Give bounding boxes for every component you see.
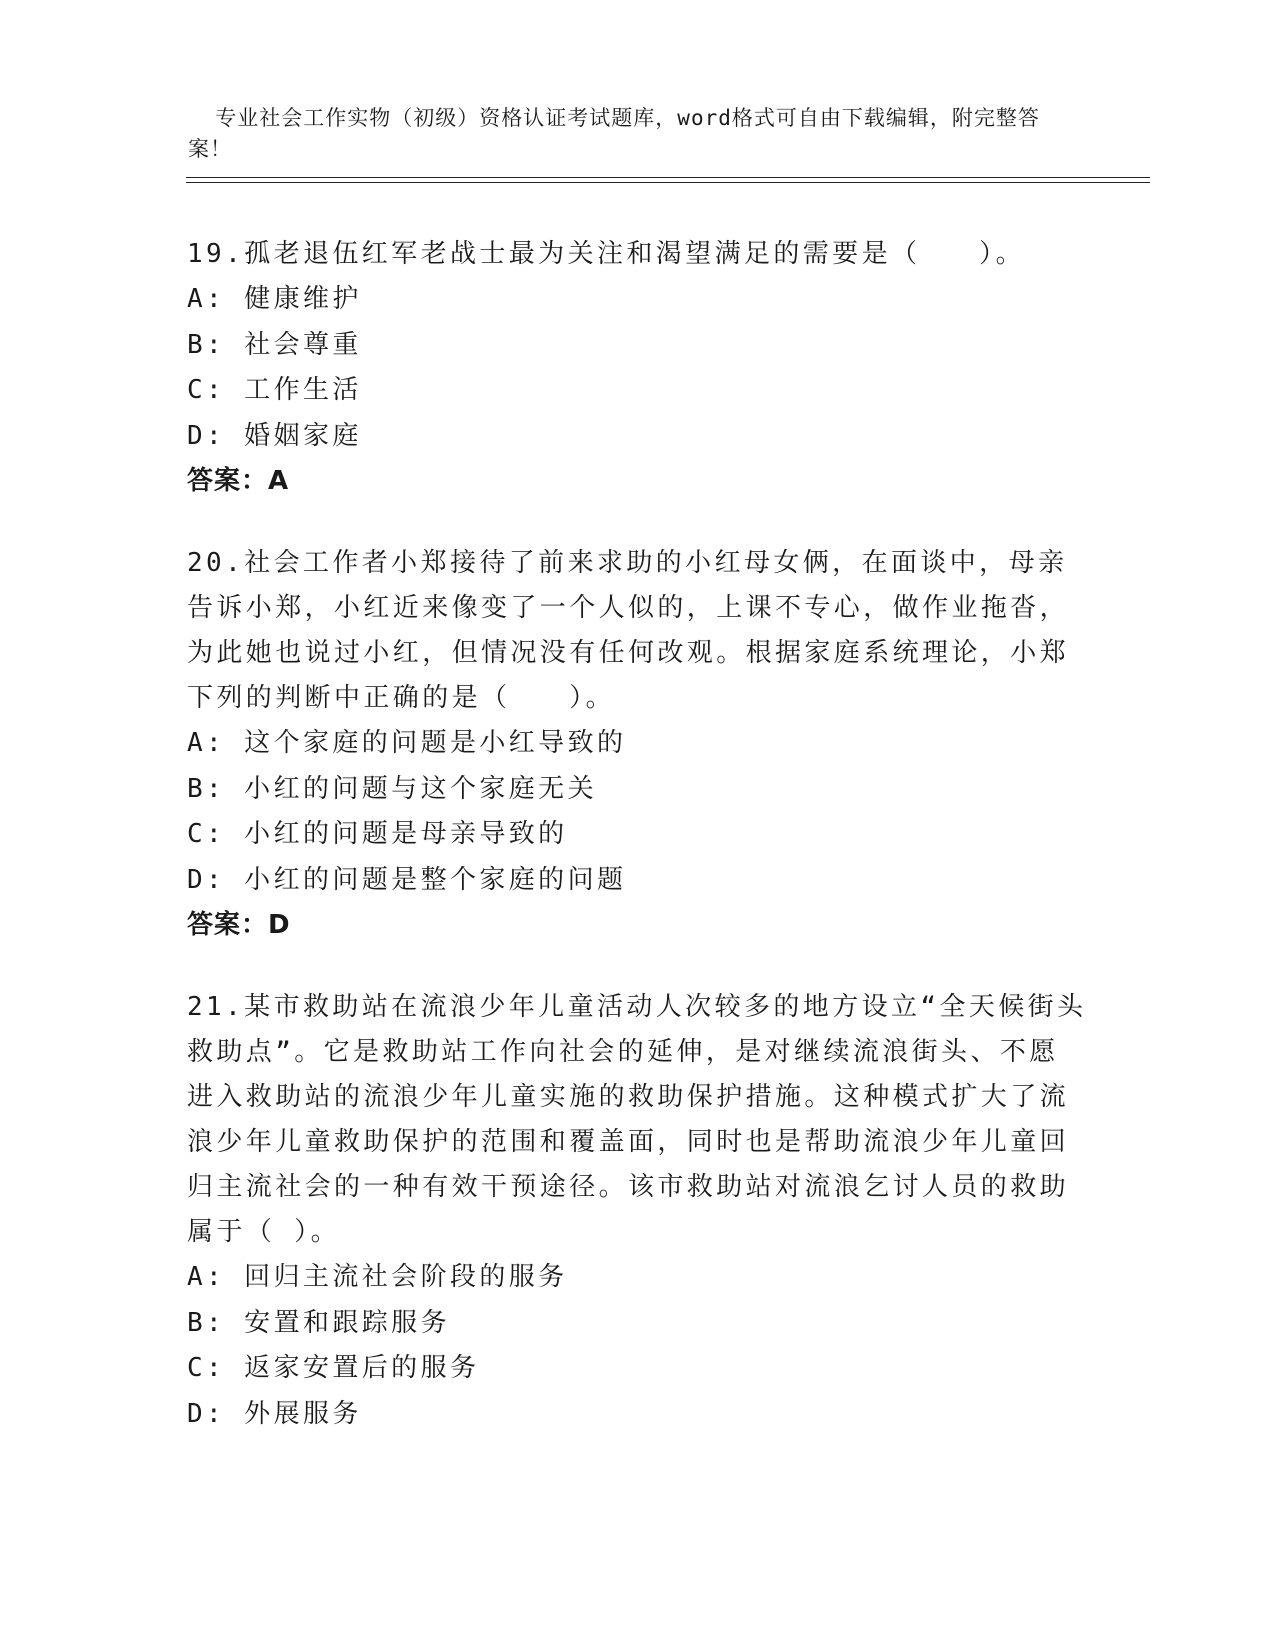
question-text: 孤老退伍红军老战士最为关注和渴望满足的需要是（ ）。 bbox=[244, 239, 1025, 269]
document-header bbox=[188, 72, 1068, 165]
answer-key: 答案：D bbox=[187, 910, 291, 940]
option-label: C: bbox=[187, 819, 226, 849]
header-title: 专业社会工作实物（初级）资格认证考试题库，word格式可自由下载编辑，附完整答案！ bbox=[188, 106, 1040, 161]
option-d bbox=[187, 858, 1087, 904]
question-stem bbox=[187, 985, 1087, 1255]
option-text: 安置和跟踪服务 bbox=[244, 1307, 450, 1338]
option-text: 社会尊重 bbox=[244, 329, 362, 360]
option-label: D: bbox=[187, 864, 226, 895]
option-d bbox=[187, 1392, 1087, 1438]
option-label: D: bbox=[187, 1398, 226, 1429]
question-text: 社会工作者小郑接待了前来求助的小红母女俩，在面谈中，母亲告诉小郑，小红近来像变了一个人似的，上课不专心，做作业拖沓，为此她也说过小红，但情况没有任何改观。根据家庭系统理论，小郑下列的判断中正确的是（ ）。 bbox=[187, 548, 1070, 713]
option-b bbox=[187, 323, 1087, 369]
question-number: 20. bbox=[187, 548, 245, 578]
option-c bbox=[187, 1346, 1087, 1392]
option-text: 小红的问题与这个家庭无关 bbox=[244, 773, 597, 804]
question-number: 19. bbox=[187, 239, 245, 269]
question-number: 21. bbox=[187, 992, 245, 1022]
option-a bbox=[187, 721, 1087, 767]
option-text: 工作生活 bbox=[244, 375, 362, 405]
question-stem bbox=[187, 541, 1087, 721]
option-label: C: bbox=[187, 1353, 226, 1383]
option-a bbox=[187, 1255, 1087, 1301]
question-stem bbox=[187, 232, 1087, 277]
answer-key: 答案：A bbox=[187, 466, 290, 496]
option-a bbox=[187, 277, 1087, 323]
option-b bbox=[187, 767, 1087, 813]
option-label: B: bbox=[187, 329, 226, 360]
question-21 bbox=[187, 985, 1087, 1437]
option-text: 返家安置后的服务 bbox=[244, 1353, 480, 1383]
option-text: 外展服务 bbox=[244, 1398, 362, 1429]
option-label: D: bbox=[187, 420, 226, 451]
option-text: 小红的问题是母亲导致的 bbox=[244, 819, 568, 849]
option-c bbox=[187, 812, 1087, 858]
header-divider-bottom bbox=[186, 182, 1150, 183]
question-list bbox=[187, 232, 1087, 1474]
option-label: A: bbox=[187, 728, 226, 758]
header-divider-top bbox=[186, 177, 1150, 178]
option-label: C: bbox=[187, 375, 226, 405]
option-text: 婚姻家庭 bbox=[244, 420, 362, 451]
option-text: 这个家庭的问题是小红导致的 bbox=[244, 728, 627, 758]
option-label: B: bbox=[187, 1307, 226, 1338]
option-text: 小红的问题是整个家庭的问题 bbox=[244, 864, 627, 895]
option-d bbox=[187, 414, 1087, 460]
option-b bbox=[187, 1301, 1087, 1347]
option-label: A: bbox=[187, 1262, 226, 1292]
question-20 bbox=[187, 541, 1087, 948]
option-c bbox=[187, 368, 1087, 414]
option-label: A: bbox=[187, 284, 226, 314]
option-text: 回归主流社会阶段的服务 bbox=[244, 1262, 568, 1292]
option-label: B: bbox=[187, 773, 226, 804]
option-text: 健康维护 bbox=[244, 284, 362, 314]
question-text: 某市救助站在流浪少年儿童活动人次较多的地方设立“全天候街头救助点”。它是救助站工作向社会的延伸，是对继续流浪街头、不愿进入救助站的流浪少年儿童实施的救助保护措施。这种模式扩大了流浪少年儿童救助保护的范围和覆盖面，同时也是帮助流浪少年儿童回归主流社会的一种有效干预途径。该市救助站对流浪乞讨人员的救助属于（ ）。 bbox=[187, 992, 1087, 1247]
question-19 bbox=[187, 232, 1087, 504]
